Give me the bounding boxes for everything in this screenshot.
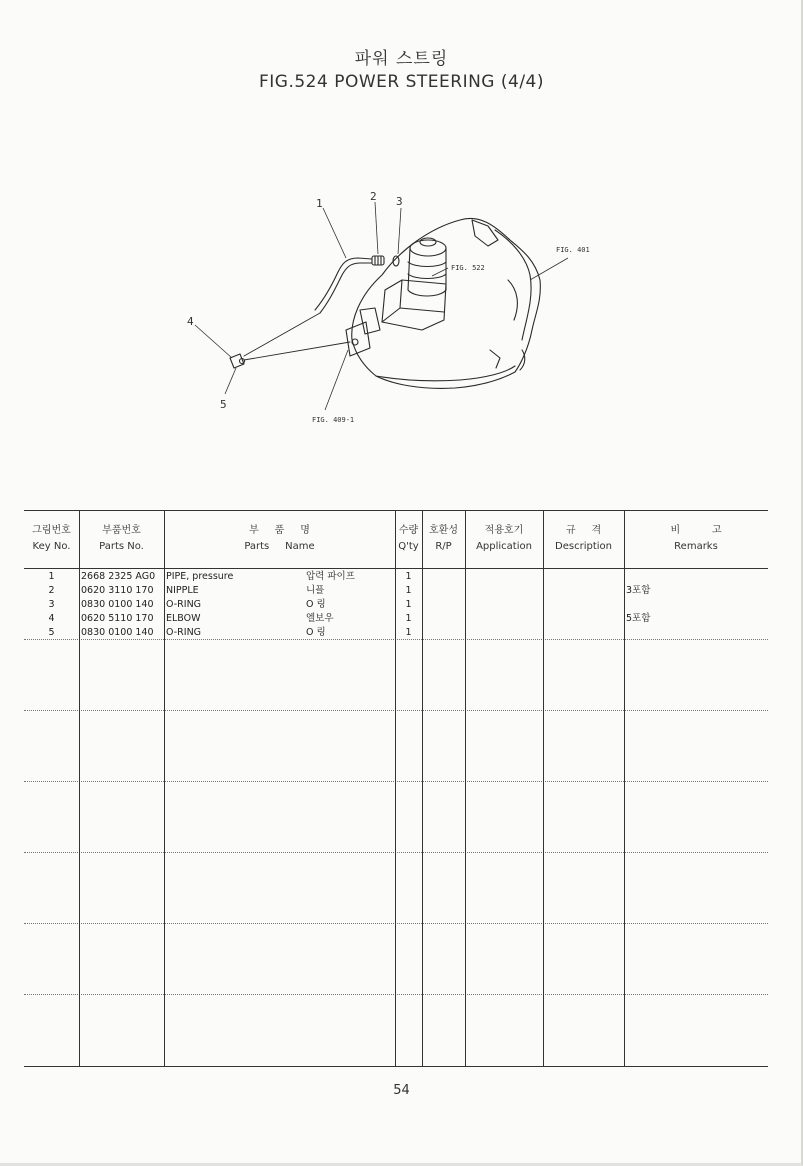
row-key: 2 xyxy=(48,585,55,596)
cylinder-rings xyxy=(408,262,446,279)
row-separator xyxy=(24,710,768,711)
nipple-thread xyxy=(375,256,381,265)
table-bottom-rule xyxy=(24,1066,768,1067)
base-block-mount xyxy=(360,308,380,334)
table-row xyxy=(24,626,768,640)
callout-4: 4 xyxy=(187,315,194,328)
row-name-en: ELBOW xyxy=(166,613,201,624)
row-separator xyxy=(24,994,768,995)
header-description xyxy=(543,510,624,568)
assembly-line-a xyxy=(244,342,350,360)
pressure-pipe xyxy=(315,258,372,310)
ref-fig-401: FIG. 401 xyxy=(556,246,590,254)
row-key: 3 xyxy=(48,599,55,610)
header-application-ko: 적용호기 xyxy=(484,525,524,536)
row-parts-no: 0620 5110 170 xyxy=(81,613,154,624)
housing-bottom-lip xyxy=(376,366,515,381)
ref-fig-409-1: FIG. 409-1 xyxy=(312,416,355,424)
housing-detail-2 xyxy=(490,350,500,368)
row-remarks: 5포함 xyxy=(626,613,651,624)
header-parts-no-en: Parts No. xyxy=(99,541,144,552)
elbow xyxy=(230,354,244,368)
header-parts-name-en: Parts Name xyxy=(244,541,315,552)
header-remarks-en: Remarks xyxy=(674,541,718,552)
header-qty-en: Q'ty xyxy=(398,541,419,552)
header-description-ko: 규 격 xyxy=(565,525,602,536)
table-row xyxy=(24,598,768,612)
row-name-ko: O 링 xyxy=(306,627,326,638)
parts-diagram xyxy=(170,180,610,430)
header-description-en: Description xyxy=(555,541,612,552)
row-name-en: O-RING xyxy=(166,599,202,610)
row-qty: 1 xyxy=(405,613,412,624)
header-key-en: Key No. xyxy=(32,541,71,552)
row-parts-no: 0620 3110 170 xyxy=(81,585,154,596)
row-separator xyxy=(24,781,768,782)
cylinder-cap xyxy=(420,238,436,246)
row-name-ko: O 링 xyxy=(306,599,326,610)
page-number: 54 xyxy=(393,1083,410,1098)
callout-1: 1 xyxy=(316,197,323,210)
table-row xyxy=(24,612,768,626)
header-rule xyxy=(24,568,768,569)
row-parts-no: 0830 0100 140 xyxy=(81,627,154,638)
assembly-line-b xyxy=(244,313,320,356)
row-qty: 1 xyxy=(405,585,412,596)
bracket xyxy=(346,322,370,356)
header-rp xyxy=(422,510,465,568)
row-key: 4 xyxy=(48,613,55,624)
header-key xyxy=(24,510,79,568)
header-parts-no xyxy=(79,510,164,568)
parts-table xyxy=(24,510,768,1067)
header-qty xyxy=(395,510,422,568)
row-separator xyxy=(24,923,768,924)
table-row xyxy=(24,570,768,584)
callout-2: 2 xyxy=(370,190,377,203)
row-parts-no: 0830 0100 140 xyxy=(81,599,154,610)
row-key: 5 xyxy=(48,627,55,638)
row-name-en: O-RING xyxy=(166,627,202,638)
callout-3: 3 xyxy=(396,195,403,208)
header-parts-name-ko: 부 품 명 xyxy=(249,525,310,536)
pressure-pipe-outer xyxy=(320,263,372,313)
callout-5: 5 xyxy=(220,398,227,411)
row-qty: 1 xyxy=(405,627,412,638)
ref-fig-522: FIG. 522 xyxy=(451,264,485,272)
housing-detail-1 xyxy=(508,280,517,320)
row-qty: 1 xyxy=(405,571,412,582)
header-key-ko: 그림번호 xyxy=(32,525,71,536)
cylinder-top xyxy=(410,240,446,256)
row-name-ko: 엘보우 xyxy=(306,613,334,624)
header-application-en: Application xyxy=(476,541,532,552)
table-row xyxy=(24,584,768,598)
row-separator xyxy=(24,852,768,853)
housing-rear-flange xyxy=(495,230,531,340)
header-application xyxy=(465,510,543,568)
row-parts-no: 2668 2325 AG0 xyxy=(81,571,156,582)
row-name-en: NIPPLE xyxy=(166,585,199,596)
header-remarks-ko: 비 고 xyxy=(670,525,722,536)
header-remarks xyxy=(624,510,768,568)
header-rp-en: R/P xyxy=(435,541,452,552)
row-name-ko: 니플 xyxy=(306,585,325,596)
title-english: FIG.524 POWER STEERING (4/4) xyxy=(258,72,545,92)
row-key: 1 xyxy=(48,571,55,582)
row-name-en: PIPE, pressure xyxy=(166,571,234,582)
row-name-ko: 압력 파이프 xyxy=(306,571,355,582)
row-remarks: 3포함 xyxy=(626,585,651,596)
header-parts-name xyxy=(164,510,395,568)
base-block xyxy=(382,280,446,330)
housing-mount-tab xyxy=(472,220,498,246)
header-parts-no-ko: 부품번호 xyxy=(102,525,141,536)
header-qty-ko: 수량 xyxy=(398,525,419,536)
row-qty: 1 xyxy=(405,599,412,610)
header-rp-ko: 호환성 xyxy=(429,525,458,536)
title-korean: 파워 스트링 xyxy=(354,49,449,69)
